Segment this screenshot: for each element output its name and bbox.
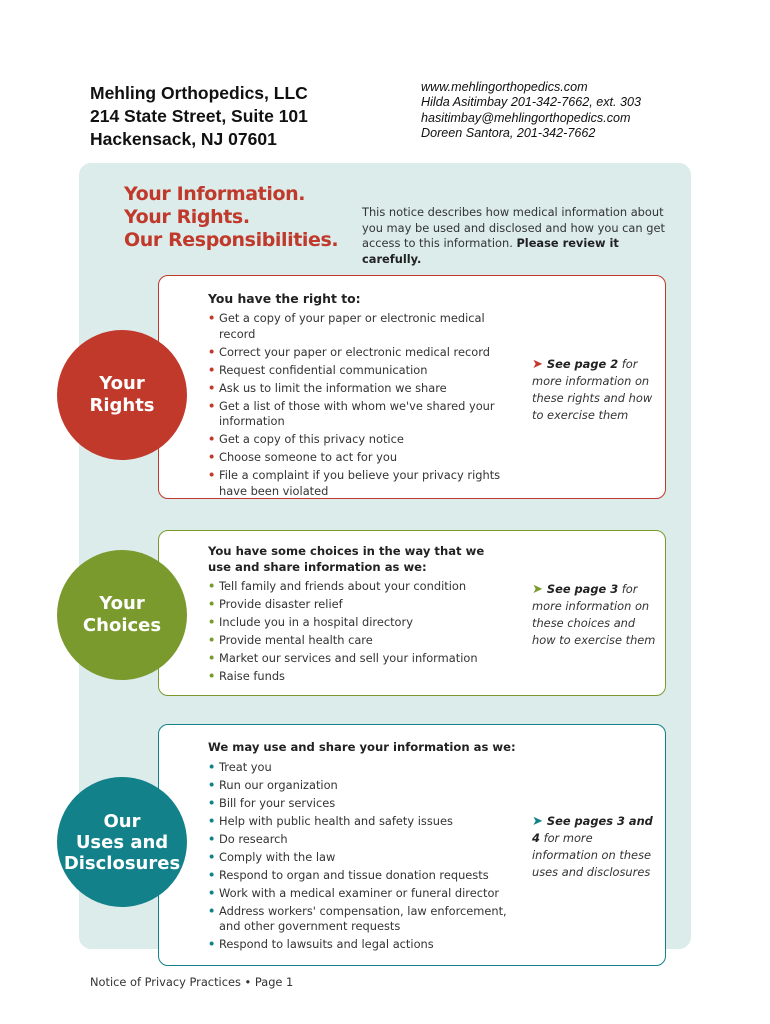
list-item: • Respond to lawsuits and legal actions bbox=[208, 937, 434, 952]
bullet-icon: • bbox=[208, 795, 216, 810]
website-link[interactable]: www.mehlingorthopedics.com bbox=[421, 80, 588, 94]
bullet-icon: • bbox=[208, 867, 216, 882]
company-city: Hackensack, NJ 07601 bbox=[90, 129, 277, 149]
contact-block bbox=[421, 80, 641, 141]
rights-see-page-ref: See page 2 bbox=[546, 357, 619, 371]
list-item: • Provide disaster relief bbox=[208, 596, 343, 611]
contact-phone-hilda: Hilda Asitimbay 201-342-7662, ext. 303 bbox=[421, 95, 642, 110]
uses-title: We may use and share your information as we: bbox=[208, 740, 516, 754]
company-street: 214 State Street, Suite 101 bbox=[90, 106, 308, 126]
bullet-icon: • bbox=[208, 650, 216, 665]
list-item: • Market our services and sell your information bbox=[208, 650, 478, 665]
list-item: • Get a list of those with whom we've shared your information bbox=[208, 398, 495, 429]
bullet-icon: • bbox=[208, 760, 216, 774]
list-item: • Respond to organ and tissue donation requests bbox=[208, 867, 489, 882]
bullet-icon: • bbox=[208, 937, 216, 952]
list-item: • Provide mental health care bbox=[208, 632, 373, 647]
bullet-icon: • bbox=[208, 614, 216, 629]
headline-line-1: Your Information. bbox=[124, 183, 306, 205]
circle-label: Your bbox=[99, 373, 145, 394]
headline-line-3: Our Responsibilities. bbox=[124, 229, 339, 251]
list-item: • File a complaint if you believe your privacy rights have been violated bbox=[208, 468, 501, 498]
bullet-icon: • bbox=[208, 596, 216, 611]
bullet-icon: • bbox=[208, 579, 216, 593]
headline bbox=[124, 183, 338, 252]
list-item: • Tell family and friends about your condition bbox=[208, 579, 467, 593]
your-choices-circle bbox=[57, 550, 187, 680]
arrow-right-icon: ➤ bbox=[532, 814, 543, 829]
bullet-icon: • bbox=[208, 311, 216, 325]
bullet-icon: • bbox=[208, 849, 216, 864]
bullet-icon: • bbox=[208, 813, 216, 828]
intro-emphasis: Please review it carefully. bbox=[362, 236, 619, 266]
arrow-right-icon: ➤ bbox=[532, 357, 543, 372]
circle-label: Choices bbox=[82, 615, 162, 636]
headline-line-2: Your Rights. bbox=[124, 206, 250, 228]
bullet-icon: • bbox=[208, 668, 216, 683]
list-item: • Bill for your services bbox=[208, 795, 336, 810]
rights-see-page bbox=[532, 356, 662, 424]
bullet-icon: • bbox=[208, 450, 216, 465]
choices-see-page-text: for more information on these choices and how to exercise them bbox=[532, 582, 656, 647]
bullet-icon: • bbox=[208, 362, 216, 377]
choices-list bbox=[208, 579, 518, 687]
list-item: • Run our organization bbox=[208, 777, 338, 792]
list-item: • Comply with the law bbox=[208, 849, 336, 864]
list-item: • Do research bbox=[208, 831, 288, 846]
list-item: • Choose someone to act for you bbox=[208, 450, 398, 465]
bullet-icon: • bbox=[208, 885, 216, 900]
rights-box bbox=[158, 275, 666, 499]
circle-label: Uses and bbox=[75, 831, 169, 853]
list-item: • Ask us to limit the information we share bbox=[208, 380, 447, 395]
rights-title: You have the right to: bbox=[208, 291, 361, 306]
list-item: • Include you in a hospital directory bbox=[208, 614, 413, 629]
page-footer: Notice of Privacy Practices • Page 1 bbox=[90, 975, 294, 989]
list-item: • Work with a medical examiner or funeral director bbox=[208, 885, 500, 900]
company-block bbox=[90, 82, 308, 151]
list-item: • Request confidential communication bbox=[208, 362, 428, 377]
uses-box bbox=[158, 724, 666, 966]
circle-label: Rights bbox=[89, 395, 155, 416]
uses-see-page-text: for more information on these uses and disclosures bbox=[532, 831, 652, 879]
bullet-icon: • bbox=[208, 398, 216, 413]
circle-label: Disclosures bbox=[63, 852, 181, 874]
company-name: Mehling Orthopedics, LLC bbox=[90, 83, 308, 103]
uses-list bbox=[208, 760, 518, 955]
list-item: • Get a copy of this privacy notice bbox=[208, 432, 404, 447]
email-link[interactable]: hasitimbay@mehlingorthopedics.com bbox=[421, 110, 631, 125]
bullet-icon: • bbox=[208, 831, 216, 846]
uses-see-page-ref: See pages 3 and 4 bbox=[532, 814, 653, 845]
contact-phone-doreen: Doreen Santora, 201-342-7662 bbox=[421, 125, 596, 140]
bullet-icon: • bbox=[208, 468, 216, 483]
uses-see-page bbox=[532, 813, 662, 881]
circle-label: Our bbox=[103, 810, 141, 832]
list-item: • Get a copy of your paper or electronic medical record bbox=[208, 311, 485, 341]
bullet-icon: • bbox=[208, 632, 216, 647]
rights-see-page-text: for more information on these rights and how to exercise them bbox=[532, 357, 653, 422]
circle-label: Your bbox=[99, 593, 145, 614]
list-item: • Correct your paper or electronic medical record bbox=[208, 344, 490, 359]
bullet-icon: • bbox=[208, 380, 216, 395]
choices-title: You have some choices in the way that we use and share information as we: bbox=[208, 544, 485, 574]
choices-box bbox=[158, 530, 666, 696]
intro-text bbox=[362, 205, 672, 267]
our-uses-circle bbox=[57, 777, 187, 907]
choices-see-page bbox=[532, 581, 662, 649]
bullet-icon: • bbox=[208, 777, 216, 792]
list-item: • Raise funds bbox=[208, 668, 285, 683]
rights-list bbox=[208, 311, 518, 502]
bullet-icon: • bbox=[208, 344, 216, 359]
bullet-icon: • bbox=[208, 432, 216, 447]
intro-body: This notice describes how medical information about you may be used and disclosed and how you can get access to this information. bbox=[362, 205, 665, 251]
list-item: • Help with public health and safety issues bbox=[208, 813, 453, 828]
bullet-icon: • bbox=[208, 903, 216, 918]
list-item: • Treat you bbox=[208, 760, 272, 774]
list-item: • Address workers' compensation, law enforcement, and other government requests bbox=[208, 903, 507, 934]
choices-see-page-ref: See page 3 bbox=[546, 582, 619, 596]
arrow-right-icon: ➤ bbox=[532, 582, 543, 597]
your-rights-circle bbox=[57, 330, 187, 460]
